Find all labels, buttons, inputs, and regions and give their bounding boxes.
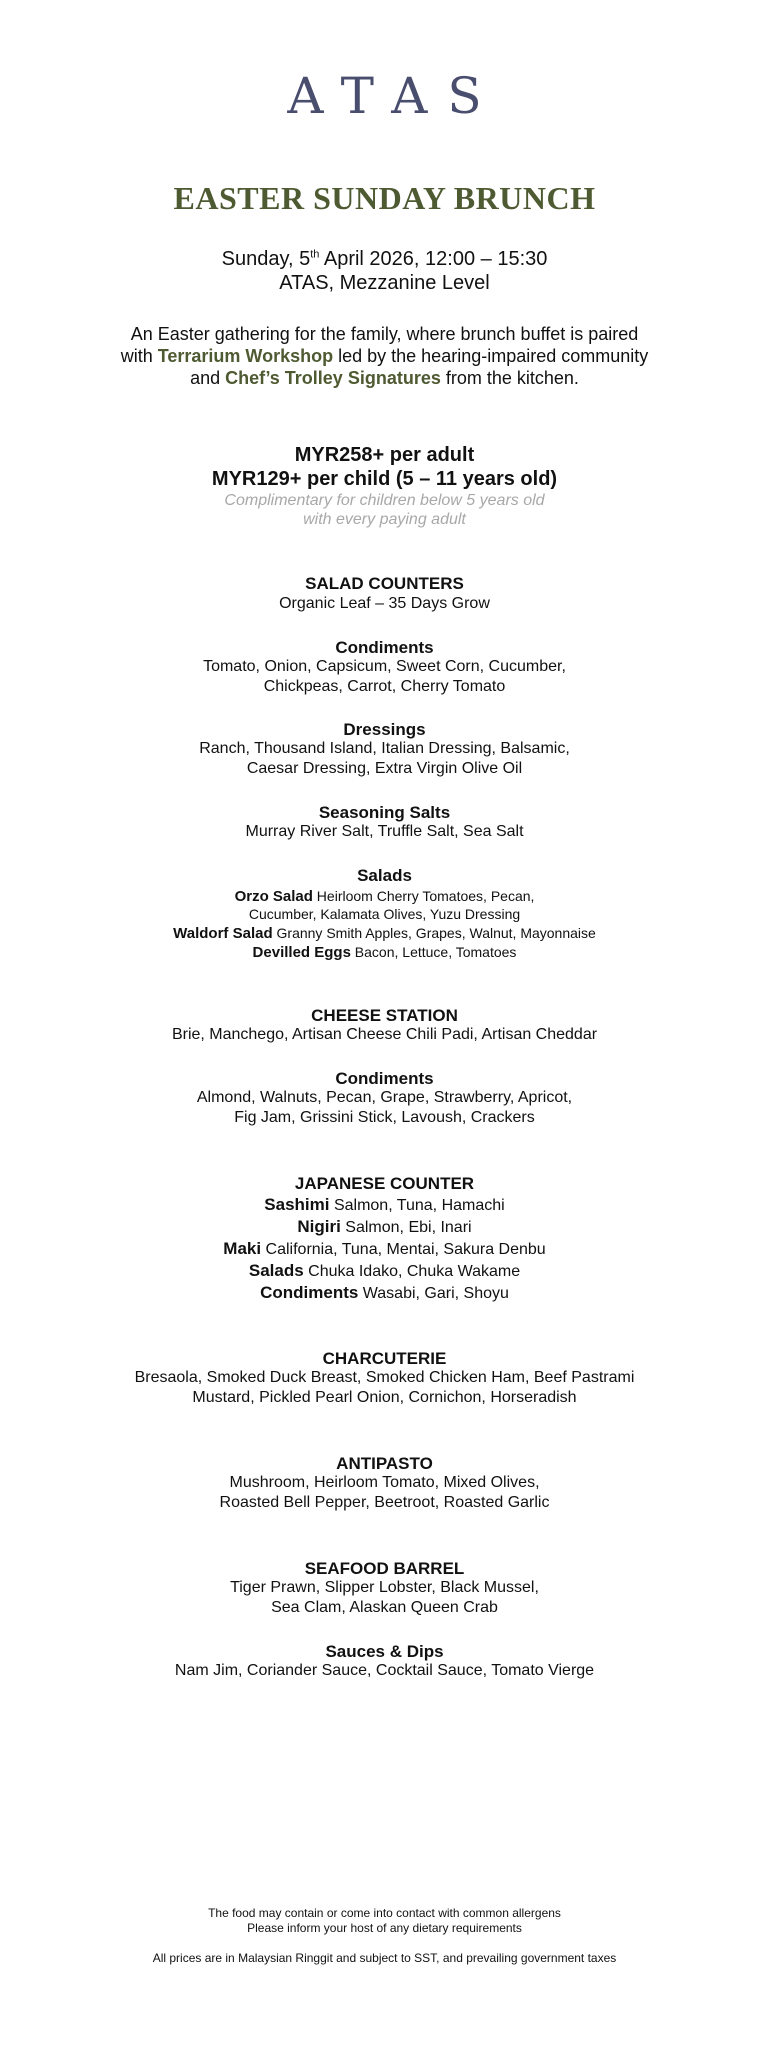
seafood-line-1: Tiger Prawn, Slipper Lobster, Black Mussel, [230, 1579, 539, 1596]
salts-line: Murray River Salt, Truffle Salt, Sea Salt [245, 823, 524, 840]
intro-line-1: An Easter gathering for the family, where brunch buffet is paired [130, 324, 639, 344]
allergen-note-2: Please inform your host of any dietary requirements [247, 1921, 522, 1935]
dressings-line-1: Ranch, Thousand Island, Italian Dressing, Balsamic, [199, 740, 570, 757]
salads-heading: Salads [357, 866, 412, 885]
price-adult: MYR258+ per adult [294, 444, 475, 466]
cheese-condiments-heading: Condiments [335, 1069, 434, 1088]
japanese-item: Salads Chuka Idako, Chuka Wakame [248, 1261, 521, 1280]
antipasto-line-1: Mushroom, Heirloom Tomato, Mixed Olives, [229, 1474, 540, 1491]
salad-condiments-line-1: Tomato, Onion, Capsicum, Sweet Corn, Cucumber, [203, 658, 566, 675]
sauces-line: Nam Jim, Coriander Sauce, Cocktail Sauce, Tomato Vierge [174, 1662, 595, 1679]
terrarium-workshop-highlight: Terrarium Workshop [157, 346, 334, 366]
intro-line-3: and Chef’s Trolley Signatures from the kitchen. [190, 368, 579, 388]
salts-heading: Seasoning Salts [318, 803, 451, 822]
salad-condiments-heading: Condiments [335, 638, 434, 657]
chefs-trolley-highlight: Chef’s Trolley Signatures [225, 368, 441, 388]
antipasto-line-2: Roasted Bell Pepper, Beetroot, Roasted Garlic [219, 1494, 550, 1511]
cheese-heading: CHEESE STATION [311, 1006, 458, 1025]
waldorf-salad: Waldorf Salad Granny Smith Apples, Grapes, Walnut, Mayonnaise [173, 925, 596, 942]
page-title: EASTER SUNDAY BRUNCH [173, 180, 596, 216]
japanese-heading: JAPANESE COUNTER [294, 1174, 475, 1193]
allergen-note-1: The food may contain or come into contact with common allergens [208, 1906, 561, 1920]
orzo-salad-line-1: Orzo Salad Heirloom Cherry Tomatoes, Pecan, [234, 888, 535, 905]
japanese-item: Maki California, Tuna, Mentai, Sakura Denbu [223, 1239, 546, 1258]
salad-condiments-line-2: Chickpeas, Carrot, Cherry Tomato [263, 678, 506, 695]
event-venue: ATAS, Mezzanine Level [279, 272, 490, 294]
devilled-eggs: Devilled Eggs Bacon, Lettuce, Tomatoes [252, 944, 517, 961]
antipasto-heading: ANTIPASTO [336, 1454, 433, 1473]
event-date: Sunday, 5th April 2026, 12:00 – 15:30 [221, 248, 548, 270]
seafood-line-2: Sea Clam, Alaskan Queen Crab [271, 1599, 498, 1616]
price-note-1: Complimentary for children below 5 years old [224, 492, 545, 509]
seafood-heading: SEAFOOD BARREL [304, 1559, 465, 1578]
japanese-item: Condiments Wasabi, Gari, Shoyu [260, 1283, 509, 1302]
cheese-condiments-line-2: Fig Jam, Grissini Stick, Lavoush, Crackers [234, 1109, 535, 1126]
dressings-heading: Dressings [343, 720, 426, 739]
salad-heading: SALAD COUNTERS [305, 574, 464, 593]
price-child: MYR129+ per child (5 – 11 years old) [211, 468, 558, 490]
tax-note: All prices are in Malaysian Ringgit and subject to SST, and prevailing government taxes [152, 1951, 617, 1965]
intro-line-2: with Terrarium Workshop led by the hearing-impaired community [120, 346, 649, 366]
charcuterie-heading: CHARCUTERIE [322, 1349, 447, 1368]
salad-sub: Organic Leaf – 35 Days Grow [279, 595, 490, 612]
brand-logo: ATAS [287, 67, 502, 125]
cheese-line: Brie, Manchego, Artisan Cheese Chili Padi, Artisan Cheddar [171, 1026, 598, 1043]
charcuterie-line-1: Bresaola, Smoked Duck Breast, Smoked Chicken Ham, Beef Pastrami [134, 1369, 635, 1386]
charcuterie-line-2: Mustard, Pickled Pearl Onion, Cornichon, Horseradish [192, 1389, 577, 1406]
japanese-item: Nigiri Salmon, Ebi, Inari [297, 1217, 472, 1236]
orzo-salad-line-2: Cucumber, Kalamata Olives, Yuzu Dressing [248, 906, 521, 922]
dressings-line-2: Caesar Dressing, Extra Virgin Olive Oil [246, 760, 523, 777]
price-note-2: with every paying adult [303, 511, 466, 528]
sauces-heading: Sauces & Dips [325, 1642, 444, 1661]
cheese-condiments-line-1: Almond, Walnuts, Pecan, Grape, Strawberry, Apricot, [196, 1089, 573, 1106]
japanese-item: Sashimi Salmon, Tuna, Hamachi [264, 1195, 505, 1214]
